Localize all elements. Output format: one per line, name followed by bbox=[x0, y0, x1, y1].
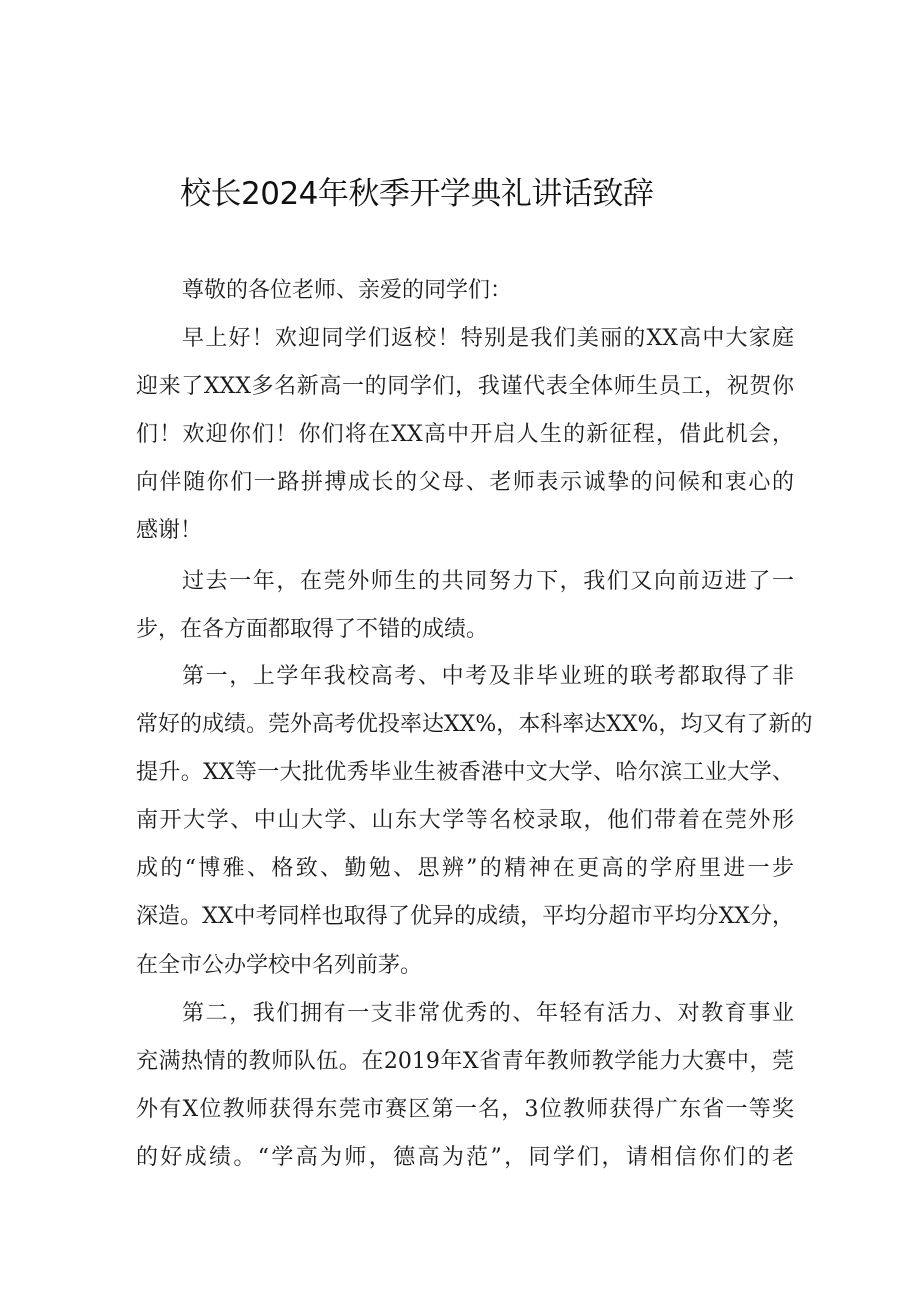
body-line: 第二，我们拥有一支非常优秀的、年轻有活力、对教育事业 bbox=[182, 1001, 794, 1026]
body-line: 第一，上学年我校高考、中考及非毕业班的联考都取得了非 bbox=[182, 664, 794, 689]
document-title: 校长2024年秋季开学典礼讲话致辞 bbox=[180, 176, 654, 212]
body-line: 南开大学、中山大学、山东大学等名校录取，他们带着在莞外形 bbox=[136, 808, 794, 833]
body-line: 们！欢迎你们！你们将在XX高中开启人生的新征程，借此机会， bbox=[136, 422, 794, 447]
body-line: 常好的成绩。莞外高考优投率达XX%，本科率达XX%，均又有了新的 bbox=[136, 712, 813, 737]
body-line: 充满热情的教师队伍。在2019年X省青年教师教学能力大赛中，莞 bbox=[136, 1049, 794, 1074]
body-line: 过去一年，在莞外师生的共同努力下，我们又向前迈进了一 bbox=[182, 569, 794, 594]
body-line: 外有X位教师获得东莞市赛区第一名，3位教师获得广东省一等奖 bbox=[136, 1097, 794, 1122]
body-line: 步，在各方面都取得了不错的成绩。 bbox=[136, 617, 489, 642]
body-line: 早上好！欢迎同学们返校！特别是我们美丽的XX高中大家庭 bbox=[182, 326, 794, 351]
body-line: 在全市公办学校中名列前茅。 bbox=[136, 953, 423, 978]
body-line: 深造。XX中考同样也取得了优异的成绩，平均分超市平均分XX分， bbox=[136, 904, 794, 929]
body-line: 提升。XX等一大批优秀毕业生被香港中文大学、哈尔滨工业大学、 bbox=[136, 760, 794, 785]
body-line: 迎来了XXX多名新高一的同学们，我谨代表全体师生员工，祝贺你 bbox=[136, 374, 794, 399]
body-line: 感谢！ bbox=[136, 518, 203, 543]
body-line: 的好成绩。“学高为师，德高为范”，同学们，请相信你们的老 bbox=[136, 1145, 794, 1170]
body-line: 成的“博雅、格致、勤勉、思辨”的精神在更高的学府里进一步 bbox=[136, 856, 794, 881]
body-line: 向伴随你们一路拼搏成长的父母、老师表示诚挚的问候和衷心的 bbox=[136, 470, 794, 495]
salutation-line: 尊敬的各位老师、亲爱的同学们： bbox=[182, 278, 513, 303]
